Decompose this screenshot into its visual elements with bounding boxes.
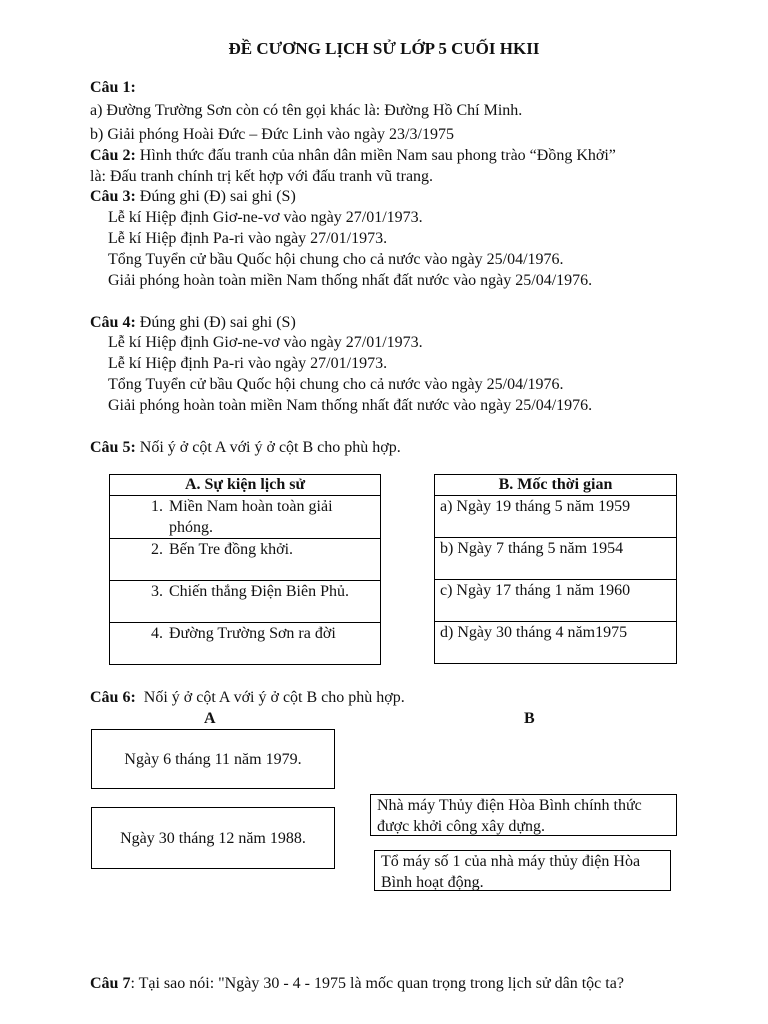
q3-item: Lễ kí Hiệp định Pa-ri vào ngày 27/01/1973. (108, 230, 388, 247)
q3-label: Câu 3: (90, 188, 136, 205)
q6-a-text: Ngày 30 tháng 12 năm 1988. (120, 829, 306, 847)
q3-prompt: Đúng ghi (Đ) sai ghi (S) (135, 188, 296, 205)
page-title: ĐỀ CƯƠNG LỊCH SỬ LỚP 5 CUỐI HKII (228, 39, 540, 58)
q4-item: Lễ kí Hiệp định Pa-ri vào ngày 27/01/1973. (108, 355, 388, 372)
q4-header (90, 312, 296, 333)
q6-label: Câu 6: (90, 689, 136, 706)
q4-label: Câu 4: (90, 314, 136, 331)
q6-col-a-label: A (204, 710, 216, 727)
q2-line1 (90, 145, 616, 166)
q3-item: Tổng Tuyển cử bầu Quốc hội chung cho cả nước vào ngày 25/04/1976. (108, 251, 564, 268)
q1-label-line (90, 77, 136, 98)
q1-answer-b: b) Giải phóng Hoài Đức – Đức Linh vào ngày 23/3/1975 (90, 126, 454, 143)
q5-table-a (109, 474, 381, 665)
q4-item: Tổng Tuyển cử bầu Quốc hội chung cho cả nước vào ngày 25/04/1976. (108, 376, 564, 393)
q2-text: Hình thức đấu tranh của nhân dân miền Nam sau phong trào “Đồng Khởi” (135, 147, 616, 164)
q6-b-box (374, 850, 671, 891)
q5-a-row: 4. Đường Trường Sơn ra đời (110, 623, 381, 665)
q5-a-row: 2. Bến Tre đồng khởi. (110, 539, 381, 581)
q2-label: Câu 2: (90, 147, 136, 164)
q2-line2: là: Đấu tranh chính trị kết hợp với đấu tranh vũ trang. (90, 168, 434, 185)
q5-b-row: c) Ngày 17 tháng 1 năm 1960 (435, 580, 677, 622)
q4-prompt: Đúng ghi (Đ) sai ghi (S) (135, 314, 296, 331)
q3-header (90, 186, 296, 207)
q6-a-text: Ngày 6 tháng 11 năm 1979. (124, 750, 302, 768)
q5-header (90, 437, 401, 458)
q5-label: Câu 5: (90, 439, 136, 456)
q4-item: Lễ kí Hiệp định Giơ-ne-vơ vào ngày 27/01/1973. (108, 334, 423, 351)
q6-a-box (91, 729, 335, 789)
q7-text: : Tại sao nói: "Ngày 30 - 4 - 1975 là mốc quan trọng trong lịch sử dân tộc ta? (130, 975, 624, 992)
q6-col-b-label: B (524, 710, 535, 727)
q1-answer-a: a) Đường Trường Sơn còn có tên gọi khác là: Đường Hồ Chí Minh. (90, 102, 523, 119)
q5-col-b-header: B. Mốc thời gian (435, 475, 677, 496)
q7-label: Câu 7 (90, 975, 131, 992)
q1-label: Câu 1: (90, 79, 136, 96)
q5-b-row: d) Ngày 30 tháng 4 năm1975 (435, 622, 677, 664)
q7-line (90, 973, 624, 994)
q5-prompt: Nối ý ở cột A với ý ở cột B cho phù hợp. (135, 439, 401, 456)
q6-header (90, 687, 405, 708)
q3-item: Giải phóng hoàn toàn miền Nam thống nhất đất nước vào ngày 25/04/1976. (108, 272, 593, 289)
q4-item: Giải phóng hoàn toàn miền Nam thống nhất đất nước vào ngày 25/04/1976. (108, 397, 593, 414)
q5-b-row: b) Ngày 7 tháng 5 năm 1954 (435, 538, 677, 580)
q6-a-box (91, 807, 335, 869)
q5-table-b (434, 474, 677, 664)
q6-b-box (370, 794, 677, 836)
q6-prompt: Nối ý ở cột A với ý ở cột B cho phù hợp. (135, 689, 405, 706)
q3-item: Lễ kí Hiệp định Giơ-ne-vơ vào ngày 27/01/1973. (108, 209, 423, 226)
q5-b-row: a) Ngày 19 tháng 5 năm 1959 (435, 496, 677, 538)
q5-a-row: 1. Miền Nam hoàn toàn giải phóng. (110, 496, 381, 539)
q6-b-text: Tổ máy số 1 của nhà máy thủy điện Hòa Bình hoạt động. (381, 853, 641, 891)
q5-col-a-header: A. Sự kiện lịch sử (110, 475, 381, 496)
q5-a-row: 3. Chiến thắng Điện Biên Phủ. (110, 581, 381, 623)
q6-b-text: Nhà máy Thủy điện Hòa Bình chính thức được khởi công xây dựng. (377, 797, 642, 835)
